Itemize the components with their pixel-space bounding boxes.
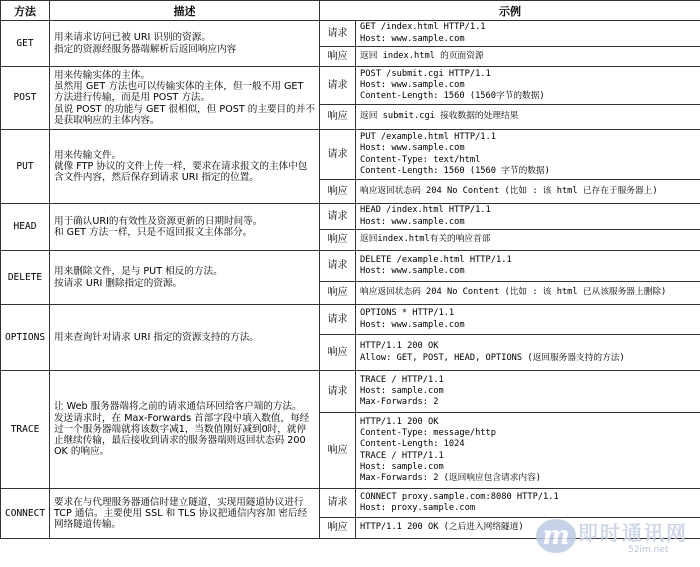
response-example-get: 返回 index.html 的页面资源	[356, 47, 700, 67]
role-request: 请求	[320, 67, 356, 105]
description-options: 用来查询针对请求 URI 指定的资源支持的方法。	[50, 305, 320, 371]
request-example-trace: TRACE / HTTP/1.1 Host: sample.com Max-Forwards: 2	[356, 371, 700, 413]
role-response: 响应	[320, 282, 356, 305]
header-method: 方法	[1, 1, 50, 21]
description-connect: 要求在与代理服务器通信时建立隧道，实现用隧道协议进行 TCP 通信。主要使用 SSL 和 TLS 协议把通信内容加 密后经网络隧道传输。	[50, 489, 320, 539]
header-row	[1, 1, 700, 21]
role-response: 响应	[320, 413, 356, 489]
watermark-url: 52im.net	[628, 545, 669, 555]
role-request: 请求	[320, 204, 356, 230]
description-put: 用来传输文件。 就像 FTP 协议的文件上传一样，要求在请求报文的主体中包含文件内容，然后保存到请求 URI 指定的位置。	[50, 130, 320, 204]
request-example-options: OPTIONS * HTTP/1.1 Host: www.sample.com	[356, 305, 700, 335]
table-row	[1, 67, 700, 105]
response-example-trace: HTTP/1.1 200 OK Content-Type: message/http Content-Length: 1024 TRACE / HTTP/1.1 Host: sample.com Max-Forwards: 2 (返回响应包含请求内容)	[356, 413, 700, 489]
request-example-head: HEAD /index.html HTTP/1.1 Host: www.sample.com	[356, 204, 700, 230]
role-response: 响应	[320, 180, 356, 204]
description-trace: 让 Web 服务器端将之前的请求通信环回给客户端的方法。 发送请求时，在 Max-Forwards 首部字段中填入数值，每经过一个服务器端就将该数字减1，当数值刚好减到0时，就停止继续传输，最后接收到请求的服务器端则返回状态码 200 OK 的响应。	[50, 371, 320, 489]
table-row	[1, 204, 700, 230]
method-trace: TRACE	[1, 371, 50, 489]
method-options: OPTIONS	[1, 305, 50, 371]
role-request: 请求	[320, 130, 356, 180]
role-request: 请求	[320, 489, 356, 518]
role-request: 请求	[320, 371, 356, 413]
header-example: 示例	[320, 1, 700, 21]
method-head: HEAD	[1, 204, 50, 251]
role-response: 响应	[320, 335, 356, 371]
role-response: 响应	[320, 105, 356, 130]
table-row	[1, 21, 700, 47]
role-request: 请求	[320, 21, 356, 47]
request-example-put: PUT /example.html HTTP/1.1 Host: www.sample.com Content-Type: text/html Content-Length: 1560 (1560 字节的数据)	[356, 130, 700, 180]
table-row	[1, 305, 700, 335]
role-response: 响应	[320, 230, 356, 251]
description-post: 用来传输实体的主体。 虽然用 GET 方法也可以传输实体的主体，但一般不用 GET 方法进行传输，而是用 POST 方法。 虽说 POST 的功能与 GET 很相似，但 POST 的主要目的并不是获取响应的主体内容。	[50, 67, 320, 130]
table-row	[1, 251, 700, 282]
response-example-delete: 响应返回状态码 204 No Content (比如 : 该 html 已从该服务器上删除)	[356, 282, 700, 305]
response-example-post: 返回 submit.cgi 接收数据的处理结果	[356, 105, 700, 130]
method-put: PUT	[1, 130, 50, 204]
request-example-delete: DELETE /example.html HTTP/1.1 Host: www.sample.com	[356, 251, 700, 282]
table-row	[1, 371, 700, 413]
role-request: 请求	[320, 305, 356, 335]
request-example-connect: CONNECT proxy.sample.com:8080 HTTP/1.1 Host: proxy.sample.com	[356, 489, 700, 518]
table-row	[1, 130, 700, 180]
response-example-options: HTTP/1.1 200 OK Allow: GET, POST, HEAD, OPTIONS (返回服务器支持的方法)	[356, 335, 700, 371]
method-get: GET	[1, 21, 50, 67]
watermark-logo: m	[536, 519, 576, 553]
role-request: 请求	[320, 251, 356, 282]
watermark-text: 即时通讯网	[578, 521, 688, 545]
header-description: 描述	[50, 1, 320, 21]
request-example-post: POST /submit.cgi HTTP/1.1 Host: www.sample.com Content-Length: 1560 (1560字节的数据)	[356, 67, 700, 105]
description-get: 用来请求访问已被 URI 识别的资源。 指定的资源经服务器端解析后返回响应内容	[50, 21, 320, 67]
method-post: POST	[1, 67, 50, 130]
method-connect: CONNECT	[1, 489, 50, 539]
response-example-put: 响应返回状态码 204 No Content (比如 : 该 html 已存在于服务器上)	[356, 180, 700, 204]
response-example-head: 返回index.html有关的响应首部	[356, 230, 700, 251]
method-delete: DELETE	[1, 251, 50, 305]
role-response: 响应	[320, 518, 356, 539]
request-example-get: GET /index.html HTTP/1.1 Host: www.sample.com	[356, 21, 700, 47]
table-row	[1, 489, 700, 518]
description-delete: 用来删除文件，是与 PUT 相反的方法。 按请求 URI 删除指定的资源。	[50, 251, 320, 305]
description-head: 用于确认URI的有效性及资源更新的日期时间等。 和 GET 方法一样，只是不返回报文主体部分。	[50, 204, 320, 251]
response-example-connect: HTTP/1.1 200 OK (之后进入网络隧道)	[356, 518, 700, 539]
role-response: 响应	[320, 47, 356, 67]
